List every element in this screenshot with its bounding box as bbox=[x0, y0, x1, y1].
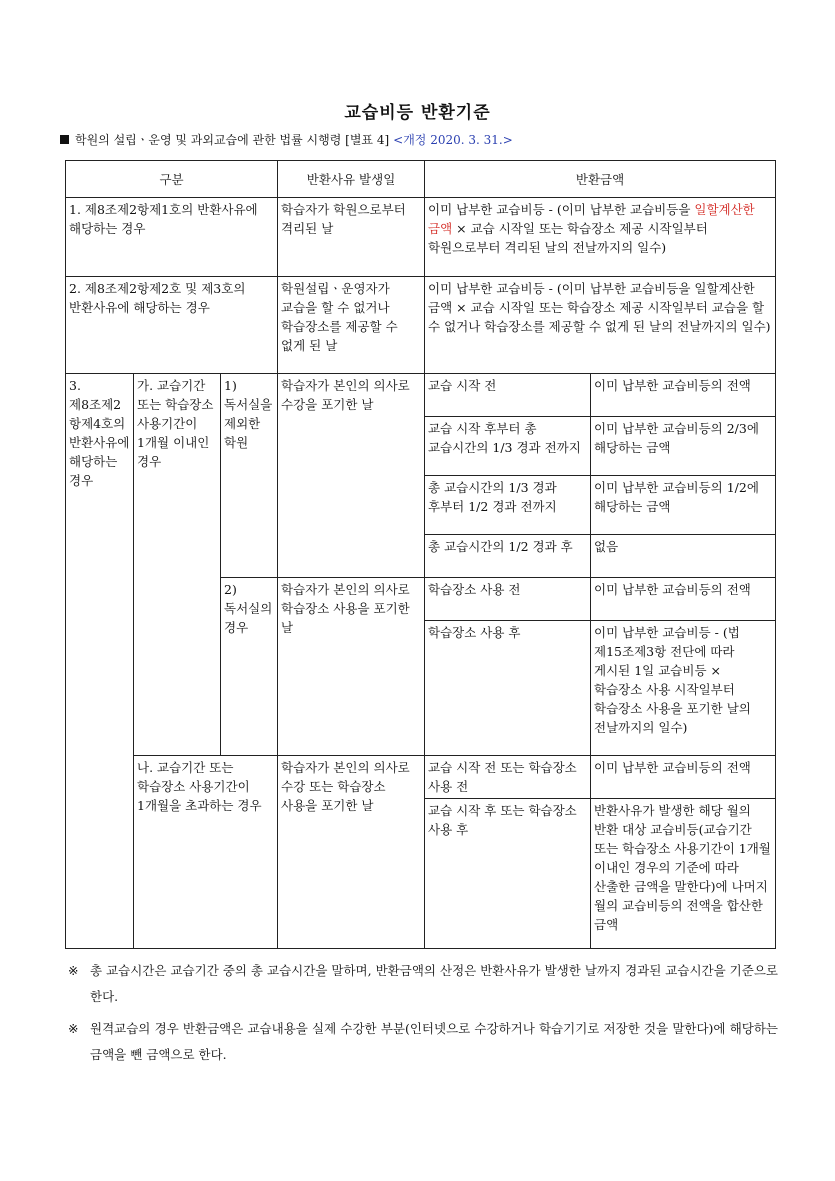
ga-sub1-when-3: 총 교습시간의 1/3 경과 후부터 1/2 경과 전까지 bbox=[425, 476, 591, 535]
header-reason-date: 반환사유 발생일 bbox=[278, 161, 425, 198]
page-title: 교습비등 반환기준 bbox=[344, 103, 491, 123]
row1-amount bbox=[425, 198, 776, 277]
ga-sub1-refund-1: 이미 납부한 교습비등의 전액 bbox=[591, 374, 776, 417]
black-square-icon bbox=[60, 135, 69, 144]
row2-category: 2. 제8조제2항제2호 및 제3호의 반환사유에 해당하는 경우 bbox=[66, 277, 278, 374]
note-mark: ※ bbox=[68, 963, 79, 978]
row1-amount-highlight: 일할계산한 금액 bbox=[428, 202, 755, 236]
row3-ga-sub1-label: 1) 독서실을 제외한 학원 bbox=[221, 374, 278, 578]
subtitle bbox=[60, 131, 513, 148]
row3-na-label: 나. 교습기간 또는 학습장소 사용기간이 1개월을 초과하는 경우 bbox=[134, 756, 278, 949]
refund-criteria-table bbox=[65, 160, 776, 949]
row1-date: 학습자가 학원으로부터 격리된 날 bbox=[278, 198, 425, 277]
table-row bbox=[66, 756, 776, 799]
note-item bbox=[68, 958, 778, 1010]
row2-amount: 이미 납부한 교습비등 - (이미 납부한 교습비등을 일할계산한 금액 × 교습 시작일 또는 학습장소 제공 시작일부터 교습을 할 수 없거나 학습장소를 제공할 수 없게 된 날의 전날까지의 일수) bbox=[425, 277, 776, 374]
table-row bbox=[66, 277, 776, 374]
na-refund-2: 반환사유가 발생한 해당 월의 반환 대상 교습비등(교습기간 또는 학습장소 사용기간이 1개월 이내인 경우의 기준에 따라 산출한 금액을 말한다)에 나머지 월의 교습비등의 전액을 합산한 금액 bbox=[591, 799, 776, 949]
row2-date: 학원설립ㆍ운영자가 교습을 할 수 없거나 학습장소를 제공할 수 없게 된 날 bbox=[278, 277, 425, 374]
note-text: 원격교습의 경우 반환금액은 교습내용을 실제 수강한 부분(인터넷으로 수강하거나 학습기기로 저장한 것을 말한다)에 해당하는 금액을 뺀 금액으로 한다. bbox=[90, 1021, 778, 1062]
note-text: 총 교습시간은 교습기간 중의 총 교습시간을 말하며, 반환금액의 산정은 반환사유가 발생한 날까지 경과된 교습시간을 기준으로 한다. bbox=[90, 963, 778, 1004]
na-when-2: 교습 시작 후 또는 학습장소 사용 후 bbox=[425, 799, 591, 949]
ga-sub1-refund-2: 이미 납부한 교습비등의 2/3에 해당하는 금액 bbox=[591, 417, 776, 476]
ga-sub1-when-4: 총 교습시간의 1/2 경과 후 bbox=[425, 535, 591, 578]
row3-category: 3. 제8조제2항제4호의 반환사유에 해당하는 경우 bbox=[66, 374, 134, 949]
row3-ga-sub2-label: 2) 독서실의 경우 bbox=[221, 578, 278, 756]
ga-sub2-refund-1: 이미 납부한 교습비등의 전액 bbox=[591, 578, 776, 621]
note-mark: ※ bbox=[68, 1021, 79, 1036]
amendment-date: <개정 2020. 3. 31.> bbox=[393, 133, 513, 147]
note-item bbox=[68, 1016, 778, 1068]
header-category: 구분 bbox=[66, 161, 278, 198]
ga-sub1-when-1: 교습 시작 전 bbox=[425, 374, 591, 417]
ga-sub2-when-1: 학습장소 사용 전 bbox=[425, 578, 591, 621]
notes bbox=[68, 958, 778, 1068]
row1-category: 1. 제8조제2항제1호의 반환사유에 해당하는 경우 bbox=[66, 198, 278, 277]
header-refund-amount: 반환금액 bbox=[425, 161, 776, 198]
ga-sub1-refund-3: 이미 납부한 교습비등의 1/2에 해당하는 금액 bbox=[591, 476, 776, 535]
row3-na-date: 학습자가 본인의 의사로 수강 또는 학습장소 사용을 포기한 날 bbox=[278, 756, 425, 949]
ga-sub1-refund-4: 없음 bbox=[591, 535, 776, 578]
ga-sub2-when-2: 학습장소 사용 후 bbox=[425, 621, 591, 756]
row3-ga-sub1-date: 학습자가 본인의 의사로 수강을 포기한 날 bbox=[278, 374, 425, 578]
table-row bbox=[66, 198, 776, 277]
table-header-row bbox=[66, 161, 776, 198]
row1-amount-post: × 교습 시작일 또는 학습장소 제공 시작일부터 학원으로부터 격리된 날의 전날까지의 일수) bbox=[428, 221, 708, 255]
table-row bbox=[66, 374, 776, 417]
na-when-1: 교습 시작 전 또는 학습장소 사용 전 bbox=[425, 756, 591, 799]
row3-ga-label: 가. 교습기간 또는 학습장소 사용기간이 1개월 이내인 경우 bbox=[134, 374, 221, 756]
ga-sub2-refund-2: 이미 납부한 교습비등 - (법 제15조제3항 전단에 따라 게시된 1일 교습비등 × 학습장소 사용 시작일부터 학습장소 사용을 포기한 날의 전날까지의 일수) bbox=[591, 621, 776, 756]
na-refund-1: 이미 납부한 교습비등의 전액 bbox=[591, 756, 776, 799]
row1-amount-pre: 이미 납부한 교습비등 - (이미 납부한 교습비등을 bbox=[428, 202, 695, 217]
law-reference: 학원의 설립ㆍ운영 및 과외교습에 관한 법률 시행령 [별표 4] bbox=[75, 133, 390, 147]
ga-sub1-when-2: 교습 시작 후부터 총 교습시간의 1/3 경과 전까지 bbox=[425, 417, 591, 476]
row3-ga-sub2-date: 학습자가 본인의 의사로 학습장소 사용을 포기한 날 bbox=[278, 578, 425, 756]
